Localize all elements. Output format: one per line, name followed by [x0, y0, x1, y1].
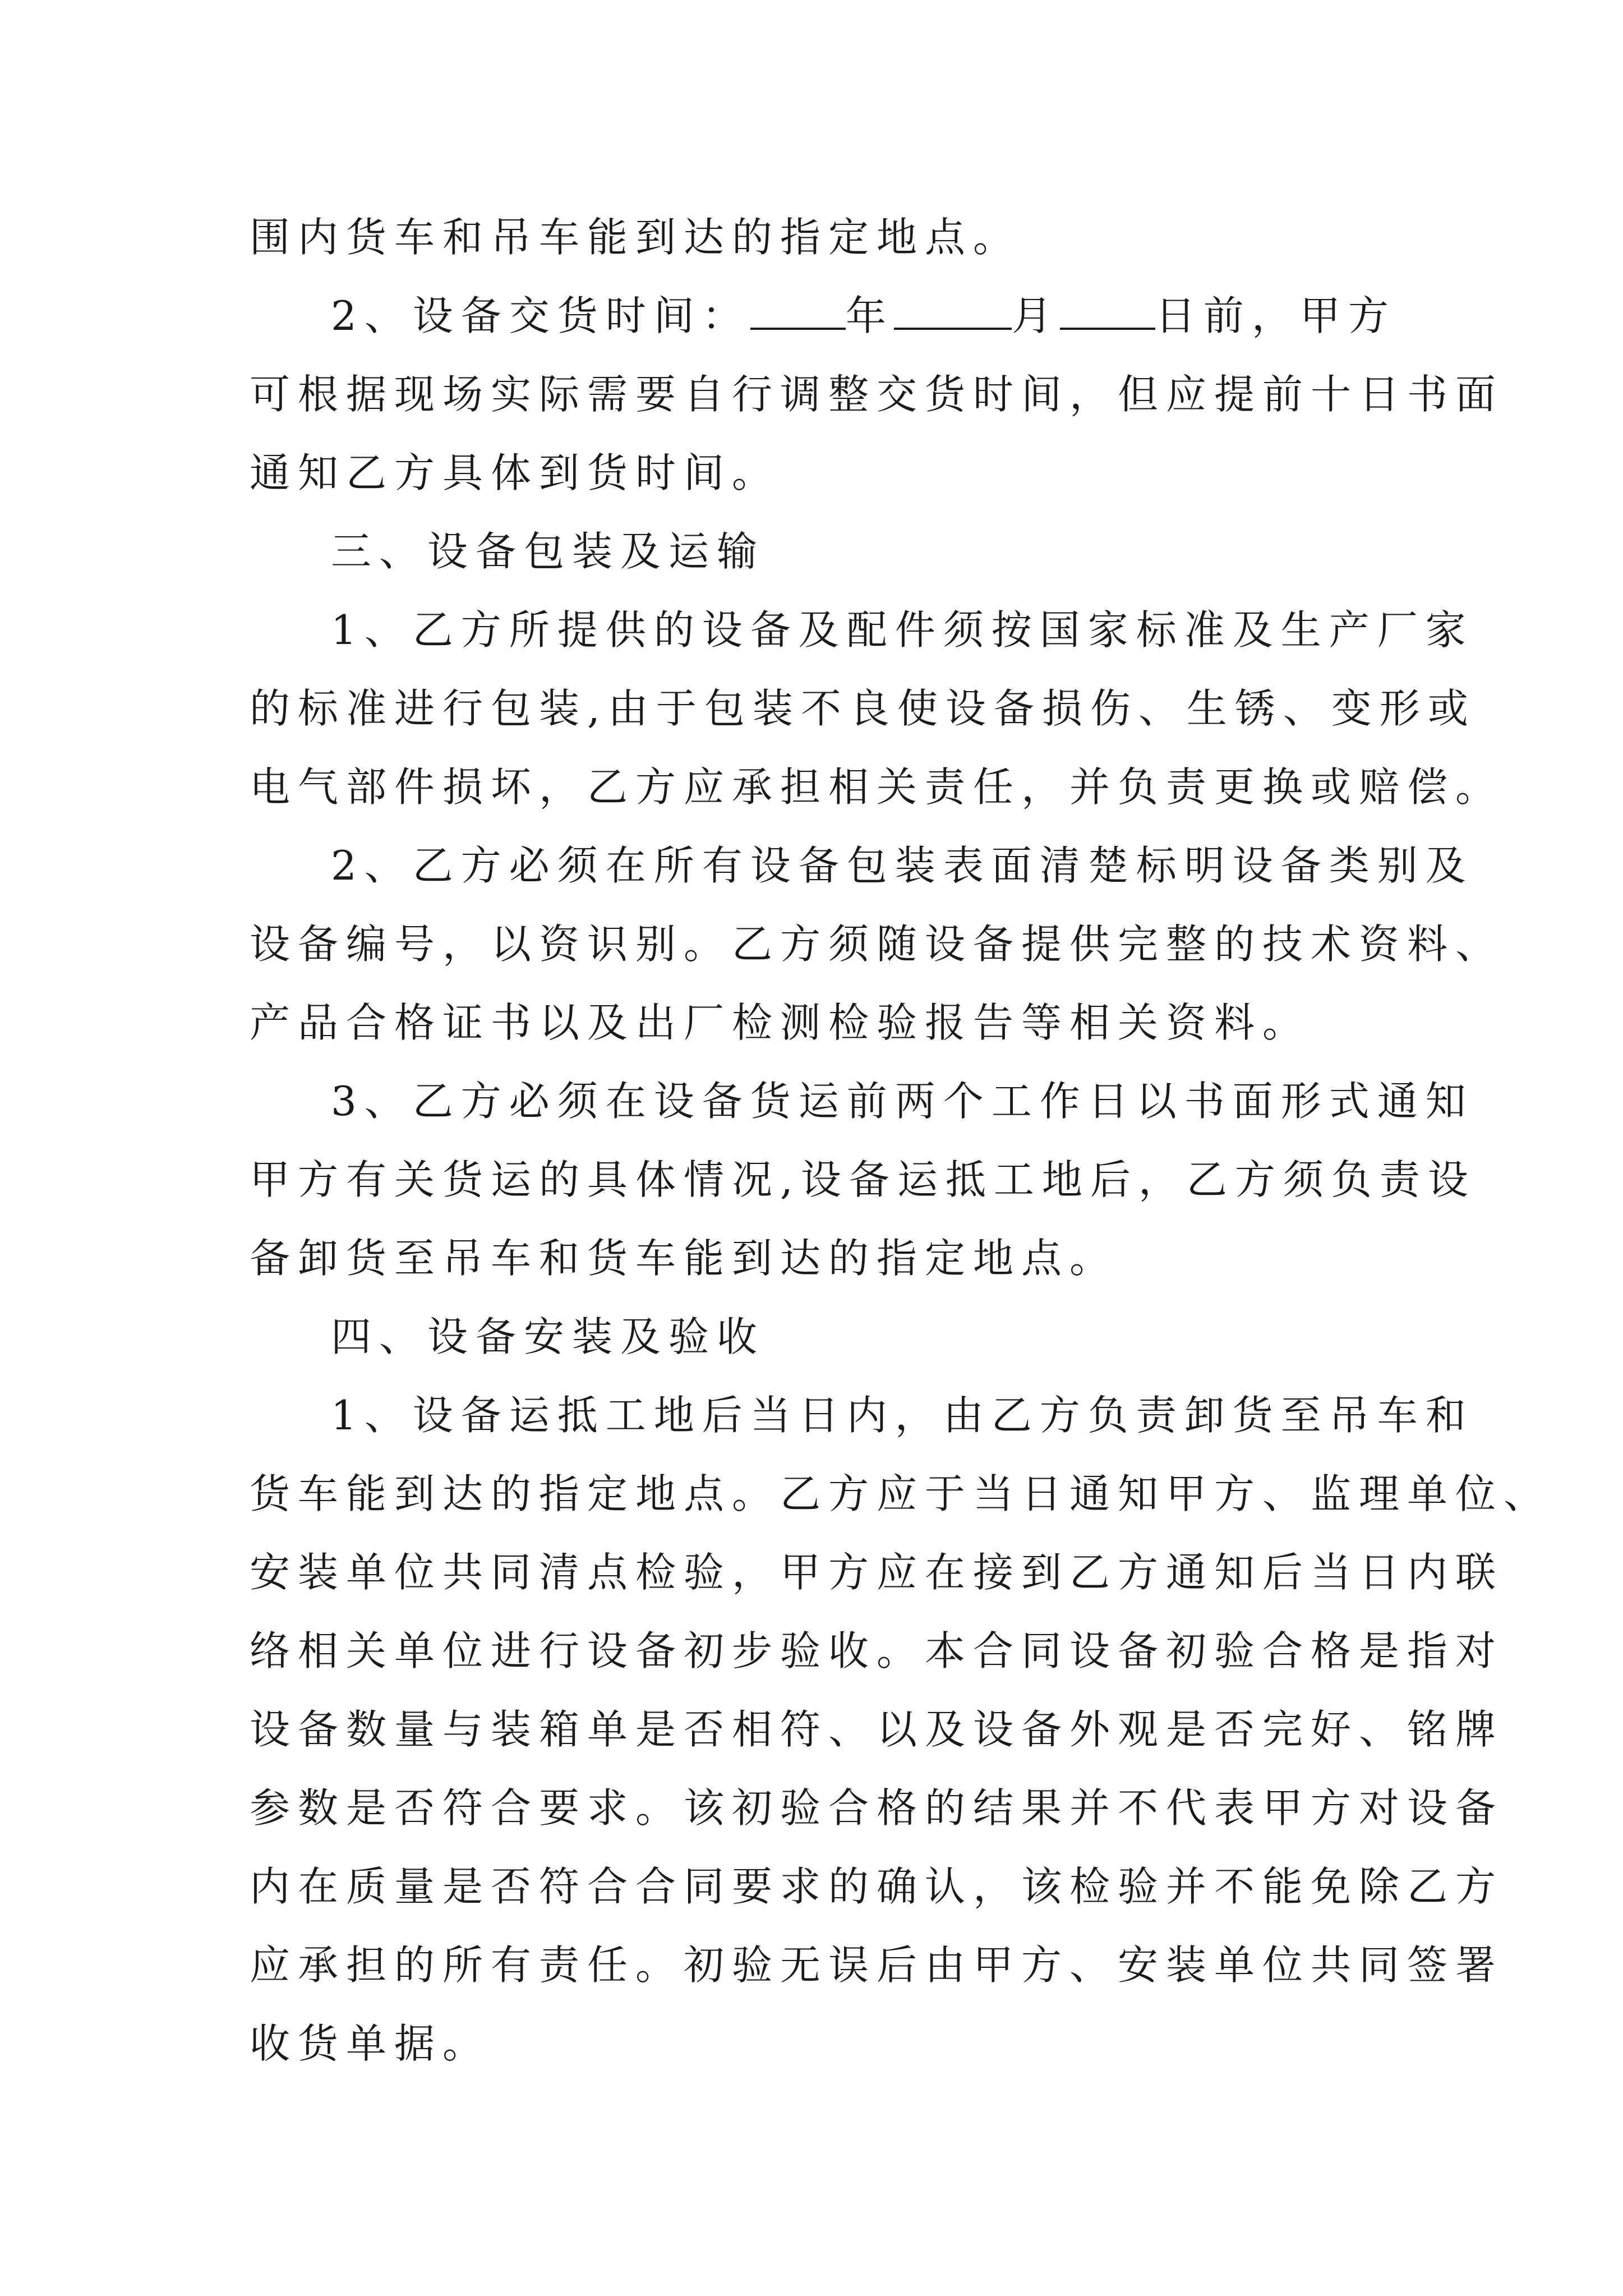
year-blank[interactable] — [750, 293, 846, 330]
text-line: 3、乙方必须在设备货运前两个工作日以书面形式通知 — [331, 1078, 1474, 1125]
text-line: 产品合格证书以及出厂检测检验报告等相关资料。 — [250, 999, 1311, 1046]
text-line: 可根据现场实际需要自行调整交货时间，但应提前十日书面 — [250, 371, 1504, 418]
text-line: 络相关单位进行设备初步验收。本合同设备初验合格是指对 — [250, 1627, 1504, 1674]
text-line: 参数是否符合要求。该初验合格的结果并不代表甲方对设备 — [250, 1784, 1504, 1832]
delivery-time-line — [331, 291, 1481, 341]
month-label: 月 — [1011, 292, 1060, 339]
text-line: 备卸货至吊车和货车能到达的指定地点。 — [250, 1235, 1118, 1282]
text-line: 设备编号，以资识别。乙方须随设备提供完整的技术资料、 — [250, 921, 1504, 968]
text-line: 收货单据。 — [250, 2020, 491, 2067]
text-line: 货车能到达的指定地点。乙方应于当日通知甲方、监理单位、 — [250, 1470, 1552, 1517]
text-line: 应承担的所有责任。初验无误后由甲方、安装单位共同签署 — [250, 1941, 1504, 1989]
text-line: 通知乙方具体到货时间。 — [250, 449, 781, 496]
day-blank[interactable] — [1060, 293, 1155, 330]
text-line: 的标准进行包装,由于包装不良使设备损伤、生锈、变形或 — [250, 685, 1476, 732]
delivery-time-prefix: 2、设备交货时间： — [331, 292, 750, 339]
month-blank[interactable] — [894, 293, 1012, 330]
section-heading: 四、设备安装及验收 — [331, 1313, 766, 1360]
year-label: 年 — [845, 292, 894, 339]
text-line: 安装单位共同清点检验，甲方应在接到乙方通知后当日内联 — [250, 1549, 1504, 1596]
text-line: 甲方有关货运的具体情况,设备运抵工地后，乙方须负责设 — [250, 1156, 1476, 1203]
text-line: 电气部件损坏，乙方应承担相关责任，并负责更换或赔偿。 — [250, 763, 1504, 811]
day-label: 日前，甲方 — [1155, 292, 1396, 339]
text-line: 围内货车和吊车能到达的指定地点。 — [250, 214, 1022, 261]
text-line: 2、乙方必须在所有设备包装表面清楚标明设备类别及 — [331, 842, 1474, 889]
text-line: 1、乙方所提供的设备及配件须按国家标准及生产厂家 — [331, 606, 1474, 654]
section-heading: 三、设备包装及运输 — [331, 528, 766, 575]
text-line: 1、设备运抵工地后当日内，由乙方负责卸货至吊车和 — [331, 1392, 1474, 1439]
text-line: 设备数量与装箱单是否相符、以及设备外观是否完好、铭牌 — [250, 1706, 1504, 1753]
text-line: 内在质量是否符合合同要求的确认，该检验并不能免除乙方 — [250, 1863, 1504, 1910]
